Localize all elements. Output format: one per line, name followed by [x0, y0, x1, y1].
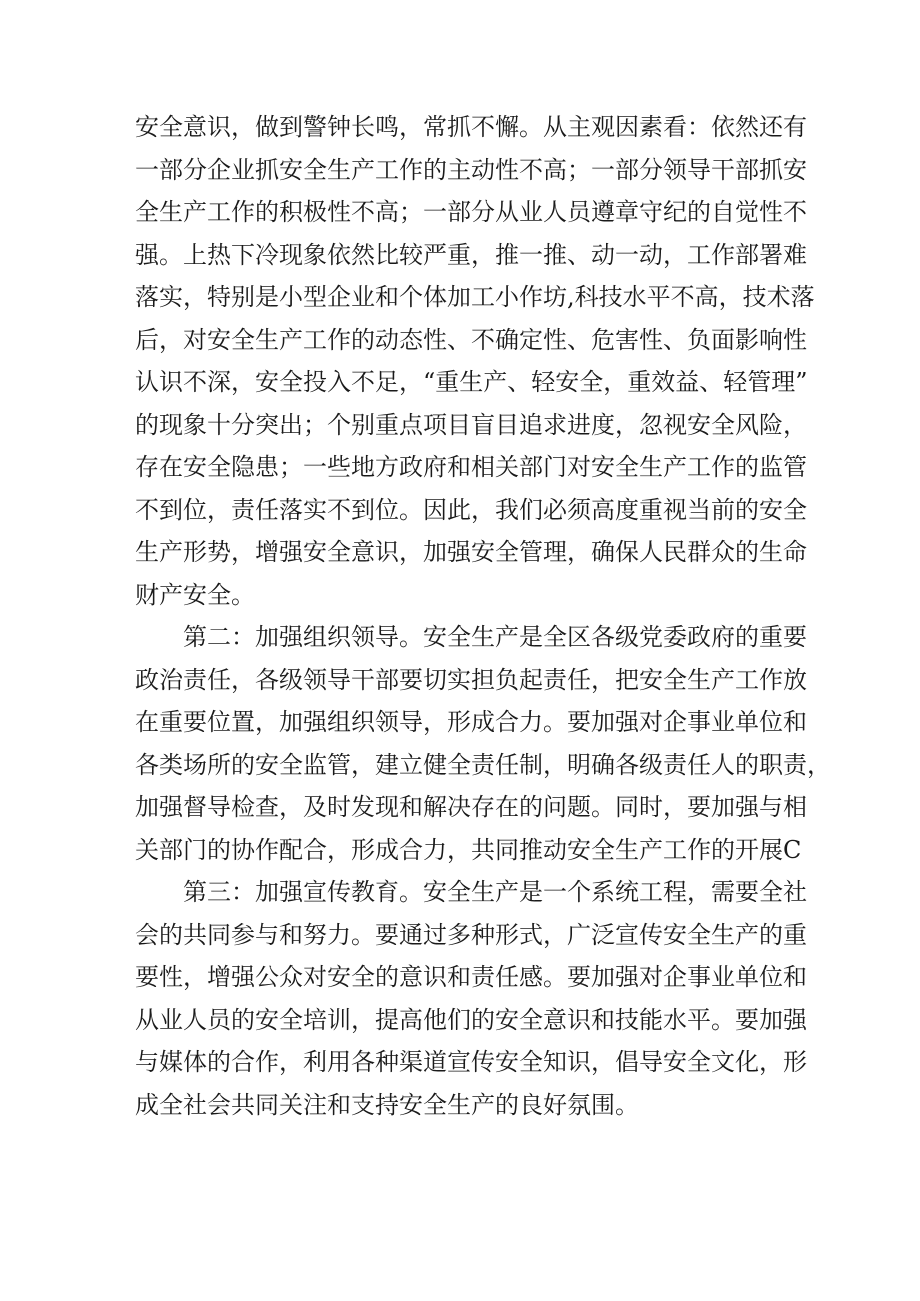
text-line: 财产安全。	[135, 580, 255, 609]
document-body	[135, 106, 831, 1126]
text-line: 的现象十分突出；个别重点项目盲目追求进度，忽视安全风险，	[135, 410, 807, 439]
text-line: 政治责任，各级领导干部要切实担负起责任，把安全生产工作放	[135, 665, 807, 694]
text-line: 加强督导检查，及时发现和解决存在的问题。同时，要加强与相	[135, 793, 807, 821]
text-line: 落实，特别是小型企业和个体加工小作坊,科技水平不高，技术落	[135, 283, 815, 311]
text-line: 关部门的协作配合，形成合力，共同推动安全生产工作的开展C	[135, 835, 802, 864]
text-line: 从业人员的安全培训，提高他们的安全意识和技能水平。要加强	[135, 1005, 807, 1034]
text-line: 各类场所的安全监管，建立健全责任制，明确各级责任人的职责，	[135, 750, 831, 779]
text-line: 后，对安全生产工作的动态性、不确定性、危害性、负面影响性	[135, 325, 807, 354]
text-line: 安全意识，做到警钟长鸣，常抓不懈。从主观因素看：依然还有	[135, 113, 807, 141]
text-line: 与媒体的合作，利用各种渠道宣传安全知识，倡导安全文化，形	[135, 1048, 807, 1076]
text-line: 在重要位置，加强组织领导，形成合力。要加强对企事业单位和	[135, 708, 807, 736]
text-line: 强。上热下冷现象依然比较严重，推一推、动一动，工作部署难	[135, 240, 807, 269]
text-line-indented: 第三：加强宣传教育。安全生产是一个系统工程，需要全社	[183, 878, 807, 906]
text-line: 全生产工作的积极性不高；一部分从业人员遵章守纪的自觉性不	[135, 198, 807, 226]
text-line: 要性，增强公众对安全的意识和责任感。要加强对企事业单位和	[135, 963, 807, 991]
text-line: 生产形势，增强安全意识，加强安全管理，确保人民群众的生命	[135, 538, 807, 566]
text-line: 存在安全隐患；一些地方政府和相关部门对安全生产工作的监管	[135, 453, 807, 481]
text-line: 不到位，责任落实不到位。因此，我们必须高度重视当前的安全	[135, 495, 807, 524]
paragraph-situation-analysis	[135, 106, 815, 616]
paragraph-publicity-education	[135, 871, 807, 1126]
text-line: 成全社会共同关注和支持安全生产的良好氛围。	[135, 1090, 639, 1119]
text-line-indented: 第二：加强组织领导。安全生产是全区各级党委政府的重要	[183, 623, 807, 651]
text-line: 认识不深，安全投入不足，“重生产、轻安全，重效益、轻管理”	[135, 368, 808, 396]
text-line: 一部分企业抓安全生产工作的主动性不高；一部分领导干部抓安	[135, 155, 807, 184]
text-line: 会的共同参与和努力。要通过多种形式，广泛宣传安全生产的重	[135, 920, 807, 949]
paragraph-organization-leadership	[135, 616, 831, 871]
